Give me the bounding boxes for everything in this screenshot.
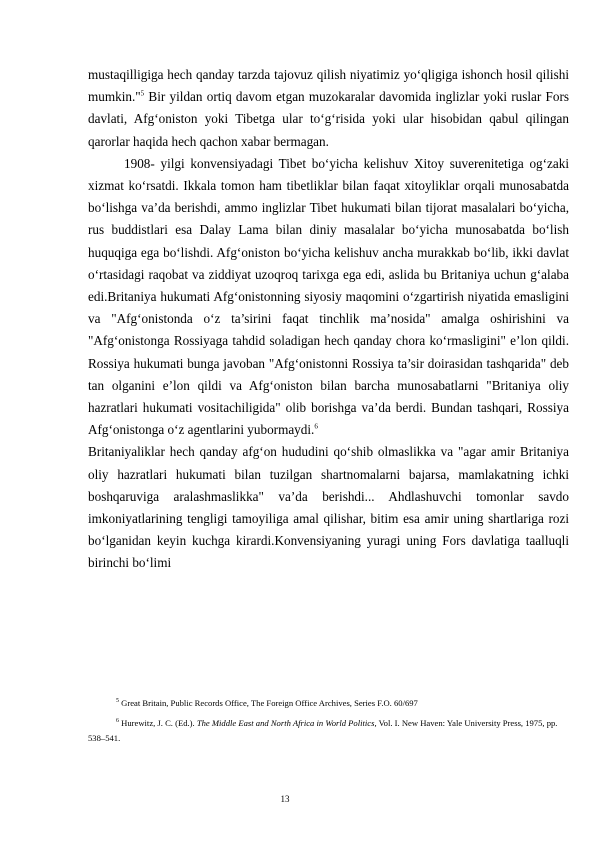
footnote-ref-6[interactable]: 6 <box>314 422 318 431</box>
paragraph-3-text: Britaniyaliklar hech qanday afg‘on hududini qo‘shib olmaslikka va "agar amir Britaniya oliy hazratlari hukumati bilan tuzilgan shartnomalarni bajarsa, mamlakatning ichki boshqaruviga aralashmaslikka" va’da berishdi... Ahdlashuvchi tomonlar savdo imkoniyatlarining tengligi tamoyiliga amal qilishar, bitim esa amir uning shartlariga rozi bo‘lganidan keyin kuchga kirardi.Konvensiyaning yuragi uning Fors davlatiga taalluqli birinchi bo‘limi <box>88 444 569 571</box>
footnote-5-text: Great Britain, Public Records Office, The Foreign Office Archives, Series F.O. 60/697 <box>121 698 418 708</box>
paragraph-3 <box>88 441 569 574</box>
footnote-ref-5[interactable]: 5 <box>140 89 145 98</box>
footnote-5-number: 5 <box>116 698 119 705</box>
footnotes <box>88 696 569 751</box>
paragraph-1 <box>88 64 569 153</box>
footnote-6 <box>88 716 569 747</box>
paragraph-1-text-after: Bir yildan ortiq davom etgan muzokaralar davomida inglizlar yoki ruslar Fors davlati, Afg‘oniston yoki Tibetga ular to‘g‘risida yoki ular hisobidan qabul qilingan qarorlar haqida hech qachon xabar bermagan. <box>88 89 569 149</box>
footnote-6-number: 6 <box>116 717 119 724</box>
paragraph-2-text: 1908- yilgi konvensiyadagi Tibet bo‘yicha kelishuv Xitoy suverenitetiga og‘zaki xizmat ko‘rsatdi. Ikkala tomon ham tibetliklar bilan faqat xitoyliklar orqali munosabatda bo‘lishga va’da berishdi, ammo inglizlar Tibet hukumati bilan tijorat masalalari bo‘yicha, rus buddistlari esa Dalay Lama bilan diniy masalalar bo‘yicha munosabatda bo‘lish huquqiga ega bo‘lishdi. Afg‘oniston bo‘yicha kelishuv ancha murakkab bo‘lib, ikki davlat o‘rtasidagi raqobat va ziddiyat uzoqroq tarixga ega edi, aslida bu Britaniya uchun g‘alaba edi.Britaniya hukumati Afg‘onistonning siyosiy maqomini o‘zgartirish niyatida emasligini va "Afg‘onistonda o‘z ta’sirini faqat tinchlik ma’nosida" amalga oshirishini va "Afg‘onistonga Rossiyaga tahdid soladigan hech qanday chora ko‘rmasligini" e’lon qildi. Rossiya hukumati bunga javoban "Afg‘onistonni Rossiya ta’sir doirasidan tashqarida" deb tan olganini e’lon qildi va Afg‘oniston bilan barcha munosabatlarni "Britaniya oliy hazratlari hukumati vositachiligida" olib borishga va’da berdi. Bundan tashqari, Rossiya Afg‘onistonga o‘z agentlarini yubormaydi. <box>88 155 569 438</box>
footnote-5 <box>88 696 569 712</box>
page-number: 13 <box>280 794 290 804</box>
body-text <box>88 64 569 575</box>
paragraph-1-text-before: mustaqilligiga hech qanday tarzda tajovuz qilish niyatimiz yo‘qligiga ishonch hosil qilishi mumkin." <box>88 67 569 105</box>
footnote-6-pre: Hurewitz, J. C. (Ed.). <box>121 717 197 728</box>
footnote-6-post: , Vol. I. New Haven: Yale University Press, 1975, pp. 538–541. <box>88 717 558 743</box>
paragraph-2 <box>88 153 569 442</box>
footnote-6-book-title: The Middle East and North Africa in World Politics <box>196 717 375 728</box>
